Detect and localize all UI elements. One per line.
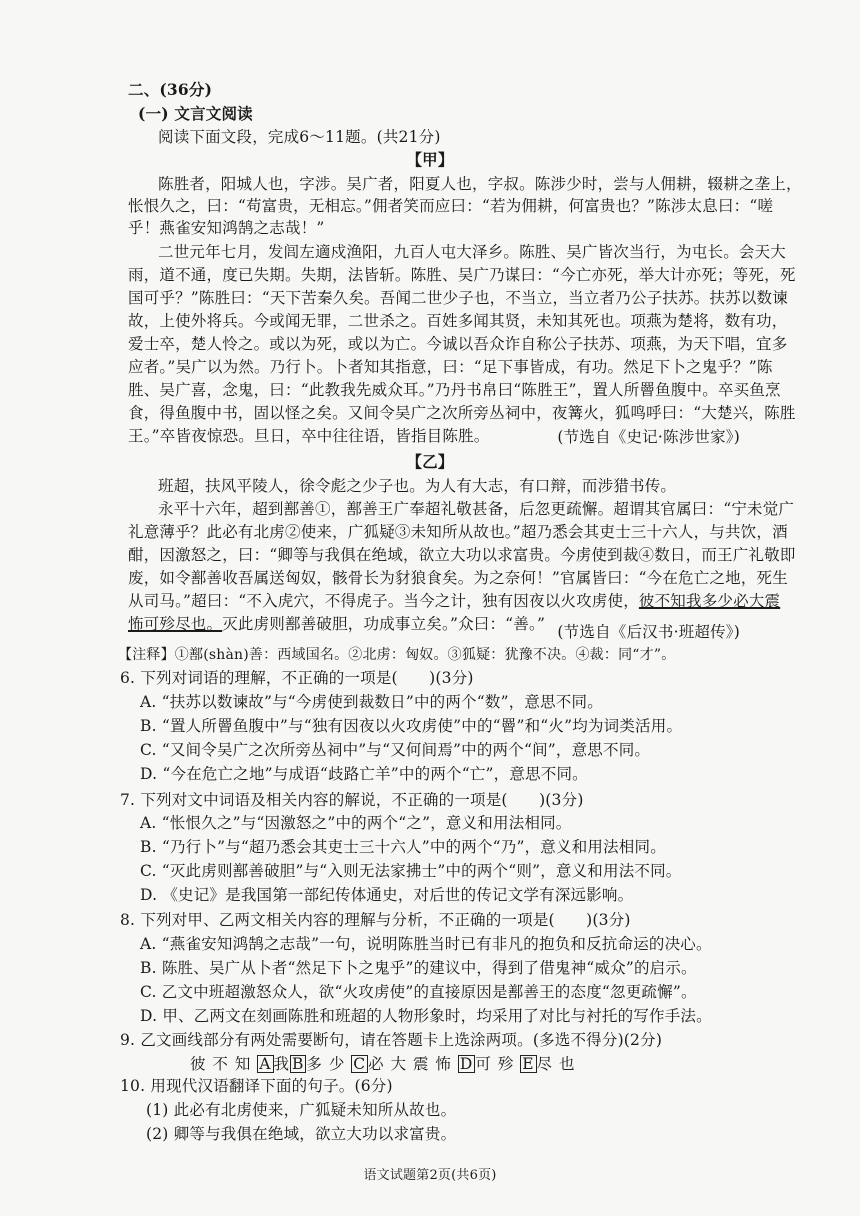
question-8-option: C. 乙文中班超激怒众人，欲“火攻虏使”的直接原因是鄯善王的态度“忽更疏懈”。 xyxy=(140,983,697,1001)
question-6-option: A. “扶苏以数谏故”与“今虏使到裁数日”中的两个“数”，意思不同。 xyxy=(140,693,603,711)
question-9-chars: 尽 也 xyxy=(536,1055,576,1073)
question-10-item: (2) 卿等与我俱在绝域，欲立大功以求富贵。 xyxy=(146,1125,457,1143)
question-6-option: B. “置人所罾鱼腹中”与“独有因夜以火攻虏使”中的“罾”和“火”均为词类活用。 xyxy=(140,717,683,735)
question-9-chars: 我 xyxy=(273,1055,291,1073)
passage-yi-title: 【乙】 xyxy=(406,452,454,471)
question-6-stem: 6. 下列对词语的理解，不正确的一项是( )(3分) xyxy=(120,669,474,687)
passage-yi-line: 永平十六年，超到鄯善①，鄯善王广奉超礼敬甚备，后忽更疏懈。超谓其官属曰：“宁未觉广 xyxy=(158,500,795,518)
passage-yi-line xyxy=(128,614,545,634)
break-option-d[interactable]: D xyxy=(459,1055,474,1073)
question-10-stem: 10. 用现代汉语翻译下面的句子。(6分) xyxy=(120,1077,393,1095)
passage-yi-line: 礼意薄乎？此必有北虏②使来，广狐疑③未知所从故也。”超乃悉会其吏士三十六人，与共饮，酒 xyxy=(128,523,788,541)
passage-jia-line: 食，得鱼腹中书，固以怪之矣。又间令吴广之次所旁丛祠中，夜篝火，狐鸣呼曰：“大楚兴，陈胜 xyxy=(128,404,796,422)
passage-yi-text: 灭此虏则鄯善破胆，功成事立矣。”众曰：“善。” xyxy=(222,615,546,633)
passage-yi-line xyxy=(128,591,780,611)
break-option-c[interactable]: C xyxy=(353,1055,367,1073)
passage-yi-line: 废，如令鄯善收吾属送匈奴，骸骨长为豺狼食矣。为之奈何！”官属皆曰：“今在危亡之地，死生 xyxy=(128,569,788,587)
passage-yi-source: (节选自《后汉书·班超传》) xyxy=(557,623,740,641)
question-9-chars: 彼 不 知 xyxy=(190,1055,252,1073)
section-heading: 二、(36分) xyxy=(128,80,213,99)
passage-jia-line: 爱士卒，楚人怜之。或以为死，或以为亡。今诚以吾众诈自称公子扶苏、项燕，为天下唱，宜多 xyxy=(128,335,788,353)
passage-jia-line: 雨，道不通，度已失期。失期，法皆斩。陈胜、吴广乃谋曰：“今亡亦死，举大计亦死；等死，死 xyxy=(128,266,796,284)
question-8-stem: 8. 下列对甲、乙两文相关内容的理解与分析，不正确的一项是( )(3分) xyxy=(120,911,631,929)
passage-jia-title: 【甲】 xyxy=(406,150,454,169)
question-8-option: D. 甲、乙两文在刻画陈胜和班超的人物形象时，均采用了对比与衬托的写作手法。 xyxy=(140,1007,712,1025)
question-9-stem: 9. 乙文画线部分有两处需要断句，请在答题卡上选涂两项。(多选不得分)(2分) xyxy=(120,1031,663,1049)
passage-yi-text: 从司马。”超曰：“不入虎穴，不得虎子。当今之计，独有因夜以火攻虏使， xyxy=(128,592,639,610)
question-6-option: D. “今在危亡之地”与成语“歧路亡羊”中的两个“亡”，意思不同。 xyxy=(140,765,588,783)
question-7-option: D. 《史记》是我国第一部纪传体通史，对后世的传记文学有深远影响。 xyxy=(140,886,634,904)
question-9-chars: 多 少 xyxy=(306,1055,346,1073)
passage-jia-line: 王。”卒皆夜惊恐。旦日，卒中往往语，皆指目陈胜。 xyxy=(128,427,490,445)
question-10-item: (1) 此必有北虏使来，广狐疑未知所从故也。 xyxy=(146,1101,457,1119)
passage-jia-line: 乎！燕雀安知鸿鹄之志哉！” xyxy=(128,219,325,237)
underlined-sentence: 怖可殄尽也。 xyxy=(128,615,223,633)
question-7-option: C. “灭此虏则鄯善破胆”与“入则无法家拂士”中的两个“则”，意义和用法不同。 xyxy=(140,862,682,880)
question-9-chars: 必 大 震 怖 xyxy=(368,1055,452,1073)
passage-jia-line: 应者。”吴广以为然。乃行卜。卜者知其指意，曰：“足下事皆成，有功。然足下卜之鬼乎？”陈 xyxy=(128,358,773,376)
page-footer: 语文试题第2页(共6页) xyxy=(363,1168,497,1183)
break-option-b[interactable]: B xyxy=(292,1055,305,1073)
passage-jia-line: 胜、吴广喜，念鬼，曰：“此教我先威众耳。”乃丹书帛曰“陈胜王”，置人所罾鱼腹中。卒买鱼烹 xyxy=(128,381,781,399)
passage-jia-line: 怅恨久之，曰：“苟富贵，无相忘。”佣者笑而应曰：“若为佣耕，何富贵也？”陈涉太息曰：“嗟 xyxy=(128,197,774,215)
break-option-a[interactable]: A xyxy=(259,1055,272,1073)
passage-jia-source: (节选自《史记·陈涉世家》) xyxy=(557,428,740,446)
section-subheading: (一) 文言文阅读 xyxy=(138,104,253,123)
question-6-option: C. “又间令吴广之次所旁丛祠中”与“又何间焉”中的两个“间”，意思不同。 xyxy=(140,741,651,759)
underlined-sentence: 彼不知我多少必大震 xyxy=(638,592,781,610)
passage-jia-line: 故，上使外将兵。今或闻无罪，二世杀之。百姓多闻其贤，未知其死也。项燕为楚将，数有功， xyxy=(128,312,788,330)
question-7-option: B. “乃行卜”与“超乃悉会其吏士三十六人”中的两个“乃”，意义和用法相同。 xyxy=(140,838,666,856)
passage-yi-line: 班超，扶风平陵人，徐令彪之少子也。为人有大志，有口辩，而涉猎书传。 xyxy=(158,477,677,495)
question-8-option: B. 陈胜、吴广从卜者“然足下卜之鬼乎”的建议中，得到了借鬼神“威众”的启示。 xyxy=(140,959,697,977)
passage-jia-line: 国可乎？”陈胜曰：“天下苦秦久矣。吾闻二世少子也，不当立，当立者乃公子扶苏。扶苏以数谏 xyxy=(128,289,788,307)
question-9-sentence xyxy=(190,1054,575,1074)
passage-yi-line: 酣，因激怒之，曰：“卿等与我俱在绝域，欲立大功以求富贵。今虏使到裁④数日，而王广礼敬即 xyxy=(128,546,796,564)
question-7-stem: 7. 下列对文中词语及相关内容的解说，不正确的一项是( )(3分) xyxy=(120,791,584,809)
question-7-option: A. “怅恨久之”与“因激怒之”中的两个“之”，意义和用法相同。 xyxy=(140,814,572,832)
passage-jia-line: 二世元年七月，发闾左適戍渔阳，九百人屯大泽乡。陈胜、吴广皆次当行，为屯长。会天大 xyxy=(158,243,787,261)
question-9-chars: 可 殄 xyxy=(475,1055,515,1073)
annotation-note: 【注释】①鄯(shàn)善：西域国名。②北虏：匈奴。③狐疑：犹豫不决。④裁：同“才”。 xyxy=(118,647,676,663)
question-8-option: A. “燕雀安知鸿鹄之志哉”一句，说明陈胜当时已有非凡的抱负和反抗命运的决心。 xyxy=(140,935,712,953)
passage-jia-line: 陈胜者，阳城人也，字涉。吴广者，阳夏人也，字叔。陈涉少时，尝与人佣耕，辍耕之垄上， xyxy=(158,175,802,193)
break-option-e[interactable]: E xyxy=(522,1055,535,1073)
section-instruction: 阅读下面文段，完成6～11题。(共21分) xyxy=(158,128,441,146)
